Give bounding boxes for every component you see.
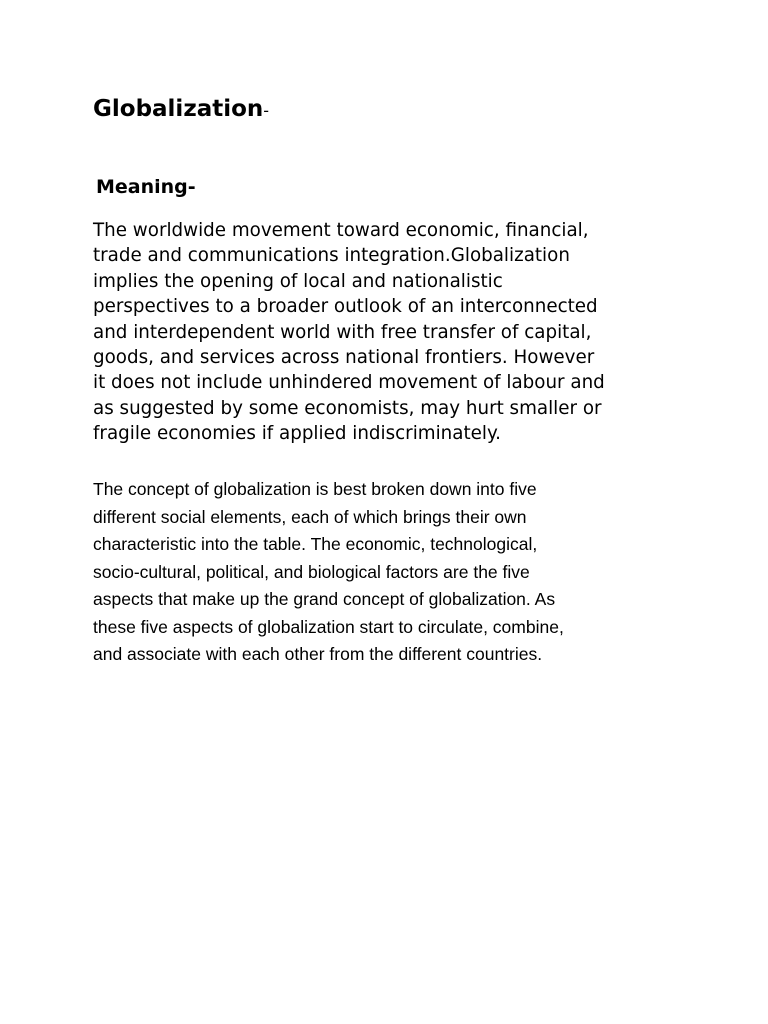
paragraph-line: as suggested by some economists, may hurt smaller or bbox=[93, 397, 602, 419]
paragraph-line: and associate with each other from the different countries. bbox=[93, 644, 543, 664]
paragraph-line: goods, and services across national frontiers. However bbox=[93, 347, 595, 369]
paragraph-line: socio-cultural, political, and biological factors are the five bbox=[93, 561, 530, 582]
title-suffix: - bbox=[263, 101, 270, 120]
paragraph-line: it does not include unhindered movement of labour and bbox=[93, 372, 605, 394]
paragraph-line: and interdependent world with free transfer of capital, bbox=[93, 321, 592, 343]
section-heading-meaning: Meaning- bbox=[96, 176, 196, 198]
concept-paragraph bbox=[93, 476, 693, 669]
title-text: Globalization bbox=[93, 96, 264, 122]
definition-paragraph bbox=[93, 218, 693, 447]
paragraph-line: these five aspects of globalization start to circulate, combine, bbox=[93, 616, 564, 637]
paragraph-line: The worldwide movement toward economic, financial, bbox=[93, 220, 589, 241]
paragraph-line: different social elements, each of which brings their own bbox=[93, 506, 527, 527]
paragraph-line: fragile economies if applied indiscriminately. bbox=[93, 423, 501, 445]
paragraph-line: trade and communications integration.Globalization bbox=[93, 245, 570, 267]
paragraph-line: characteristic into the table. The economic, technological, bbox=[93, 534, 538, 554]
page-title bbox=[93, 94, 269, 126]
paragraph-line: implies the opening of local and nationalistic bbox=[93, 270, 503, 292]
paragraph-line: The concept of globalization is best broken down into five bbox=[93, 479, 537, 499]
paragraph-line: perspectives to a broader outlook of an interconnected bbox=[93, 296, 598, 318]
paragraph-line: aspects that make up the grand concept of globalization. As bbox=[93, 589, 556, 609]
